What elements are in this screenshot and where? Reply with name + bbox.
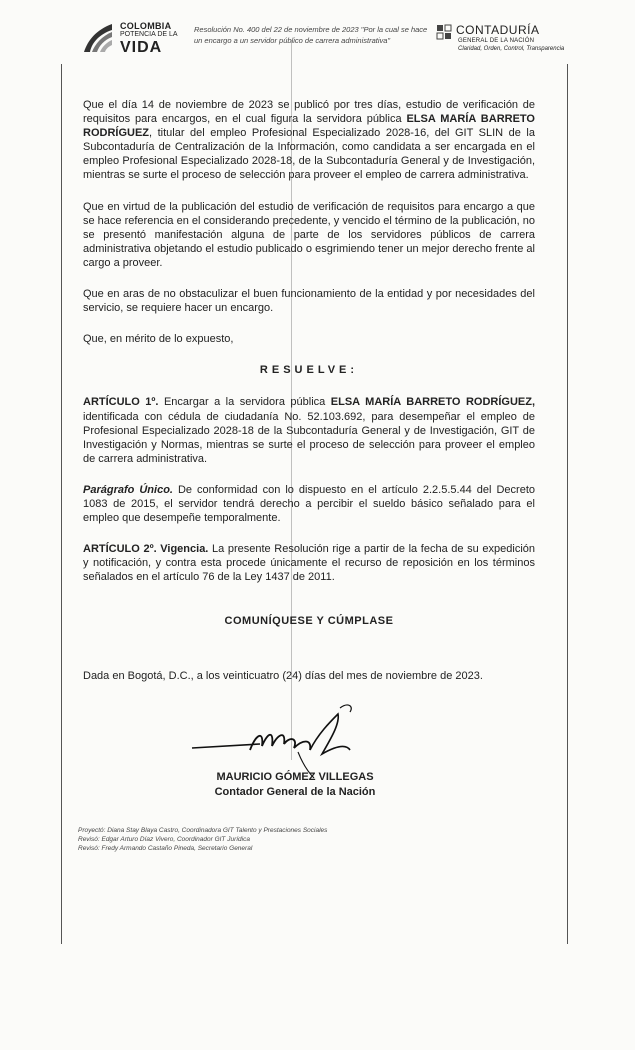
logo-left-line2: POTENCIA DE LA	[120, 31, 178, 38]
servant-name: ELSA MARÍA BARRETO RODRÍGUEZ	[83, 113, 535, 140]
footnote-reviso-2: Revisó: Fredy Armando Castaño Pineda, Secretario General	[78, 845, 253, 852]
logo-right-line2: GENERAL DE LA NACIÓN	[458, 38, 535, 44]
header-mid-line2: un encargo a un servidor público de carrera administrativa"	[194, 36, 391, 45]
articulo-2: ARTÍCULO 2º. Vigencia. La presente Resolución rige a partir de la fecha de su expedición y notificación, y contra esta procede únicamente el recurso de reposición en los términos señalados en el artículo 76 de la Ley 1437 de 2011.	[83, 543, 536, 584]
signer-name: MAURICIO GÓMEZ VILLEGAS	[216, 771, 374, 783]
paragrafo-unico: Parágrafo Único. De conformidad con lo dispuesto en el artículo 2.2.5.5.44 del Decreto 1083 de 2015, el servidor tendrá derecho a percibir el sueldo básico señalado para el empleo que desempeñe temporalmente.	[83, 483, 536, 525]
resolution-body	[83, 98, 535, 700]
header-mid-line1: Resolución No. 400 del 22 de noviembre de 2023 "Por la cual se hace	[194, 25, 428, 34]
considerando-3: Que en aras de no obstaculizar el buen funcionamiento de la entidad y por necesidades del servicio, se requiere hacer un encargo.	[83, 288, 535, 315]
resolution-header-text	[194, 24, 434, 46]
logo-right-line3: Claridad, Orden, Control, Transparencia	[458, 46, 565, 52]
signer-title: Contador General de la Nación	[214, 786, 376, 798]
closing-formula: COMUNÍQUESE Y CÚMPLASE	[224, 615, 394, 628]
review-footnotes	[78, 826, 498, 853]
logo-left-line1: COLOMBIA	[120, 21, 172, 31]
considerando-2: Que en virtud de la publicación del estudio de verificación de requisitos para encargo a que se hace referencia en el considerando precedente, y vencido el término de la publicación, no se presentó manifestación alguna de parte de los servidores públicos de carrera administrativa objetando el estudio publicado o esgrimiendo tener un mejor derecho frente al cargo a proveer.	[83, 200, 535, 269]
resuelve-heading: RESUELVE:	[259, 364, 359, 377]
colombia-logo	[82, 18, 192, 60]
articulo-1: ARTÍCULO 1º. Encargar a la servidora pública ELSA MARÍA BARRETO RODRÍGUEZ, identificada con cédula de ciudadanía No. 52.103.692, para desempeñar el empleo de Profesional Especializado 2028-18 de la Subcontaduría General y de Investigación, GIT de Investigación y Normas, mientras se surte el proceso de selección para proveer el empleo de carrera administrativa.	[83, 396, 536, 465]
logo-right-line1: CONTADURÍA	[456, 23, 540, 37]
logo-left-line3: VIDA	[120, 39, 163, 56]
contaduria-emblem-icon	[436, 24, 452, 42]
contaduria-logo	[436, 20, 566, 60]
footnote-reviso-1: Revisó: Edgar Arturo Díaz Vivero, Coordinador GIT Jurídica	[78, 836, 250, 843]
considerando-1: Que el día 14 de noviembre de 2023 se publicó por tres días, estudio de verificación de requisitos para encargos, en el cual figura la servidora pública ELSA MARÍA BARRETO RODRÍGUEZ, titular del empleo Profesional Especializado 2028-16, del GIT SLIN de la Subcontaduría de Centralización de la Información, como candidata a ser encargada en el empleo Profesional Especializado 2028-18, de la Subcontaduría General y de Investigación, mientras se surte el proceso de selección para proveer el empleo de carrera administrativa.	[83, 99, 535, 182]
colombia-flag-icon	[82, 22, 114, 54]
signer-block	[140, 770, 450, 800]
handwritten-signature	[190, 700, 360, 780]
footnote-proyecto: Proyectó: Diana Stay Blaya Castro, Coordinadora GIT Talento y Prestaciones Sociales	[78, 827, 328, 834]
letterhead	[82, 18, 565, 60]
date-place: Dada en Bogotá, D.C., a los veinticuatro (24) días del mes de noviembre de 2023.	[83, 669, 483, 682]
considerando-4: Que, en mérito de lo expuesto,	[83, 333, 234, 346]
